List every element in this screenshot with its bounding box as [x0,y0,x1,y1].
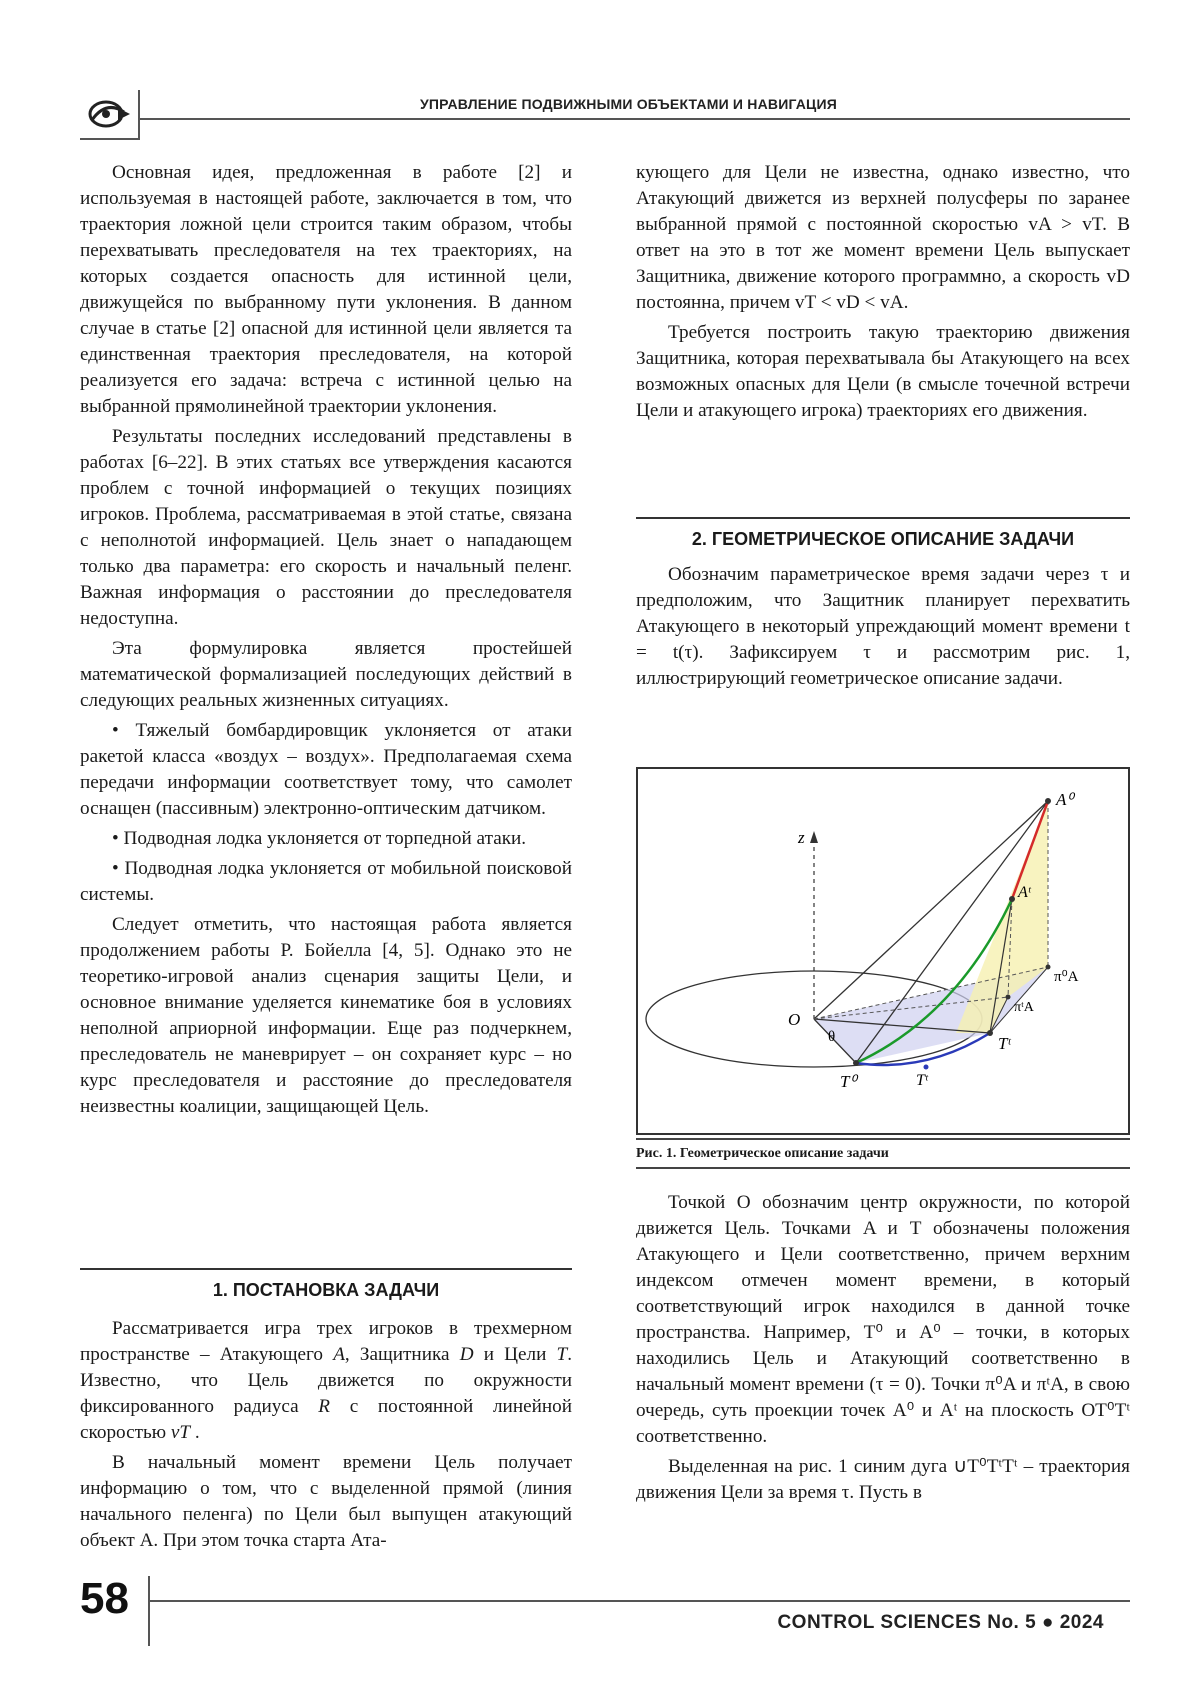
label-piAt: πᵗA [1014,1000,1034,1015]
math-var: R [318,1396,331,1417]
figure-caption: Рис. 1. Геометрическое описание задачи [636,1138,1130,1169]
label-T0: T⁰ [840,1072,857,1091]
paragraph [80,1316,572,1446]
paragraph: Точкой O обозначим центр окружности, по которой движется Цель. Точками A и T обозначены положения Атакующего и Цели соответственно, причем верхним индексом отмечен момент времени, в который соответствующий игрок находился в данной точке пространства. Например, T⁰ и A⁰ – точки, в которых находились Цель и Атакующий соответственно в начальный момент времени (τ = 0). Точки π⁰A и πᵗA, в свою очередь, суть проекции точек A⁰ и Aᵗ на плоскость OT⁰Tᵗ соответственно. [636,1192,1130,1447]
header-rule [138,118,1130,120]
bullet-text: • Подводная лодка уклоняется от торпедной атаки. [112,828,526,849]
bullet-item [80,856,572,908]
right-column [636,160,1130,424]
paragraph: Следует отметить, что настоящая работа является продолжением работы Р. Бойелла [4, 5]. Однако это не теоретико-игровой анализ сценария защиты Цели, и основное внимание уделяется кинематике боя в условиях неполной априорной информации. Еще раз подчеркнем, преследователь не маневрирует – он сохраняет курс – но курс преследователя и расстояние до преследователя неизвестны коалиции, защищающей Цель. [80,914,572,1117]
math-var: T [556,1344,568,1365]
point-Ttau [987,1030,993,1036]
label-theta: θ [828,1029,836,1045]
paragraph: Выделенная на рис. 1 синим дуга ∪T⁰TᵗTᵗ – траектория движения Цели за время τ. Пусть в [636,1456,1130,1503]
paragraph: кующего для Цели не известна, однако известно, что Атакующий движется из верхней полусферы по заранее выбранной прямой с постоянной скоростью vA > vT. В ответ на это в тот же момент времени Цель выпускает Защитника, движение которого программно, а скорость vD постоянна, причем vT < vD < vA. [636,162,1130,313]
text-run: и Цели [473,1344,557,1365]
paragraph: Результаты последних исследований представлены в работах [6–22]. В этих статьях все утверждения касаются проблем с точной информацией о текущих позициях игроков. Проблема, рассматриваемая в этой статье, связана с неполнотой информацией. Цель знает о нападающем только два параметра: его скорость и начальный пеленг. Важная информация о расстоянии до преследователя недоступна. [80,426,572,629]
section-heading: 1. ПОСТАНОВКА ЗАДАЧИ [80,1268,572,1301]
text-run: , Защитника [344,1344,460,1365]
point-Tt [924,1065,929,1070]
page-number: 58 [80,1574,129,1623]
point-piAt [1006,995,1011,1000]
running-title: УПРАВЛЕНИЕ ПОДВИЖНЫМИ ОБЪЕКТАМИ И НАВИГАЦИЯ [420,96,837,112]
label-Ttau: Tᵗ [998,1034,1011,1053]
right-column-section2 [636,562,1130,692]
journal-name: CONTROL SCIENCES No. 5 ● 2024 [777,1612,1104,1633]
paragraph: Основная идея, предложенная в работе [2] и используемая в настоящей работе, заключается в том, что траектория ложной цели строится таким образом, чтобы перехватывать преследователя на тех траекториях, на которых создается опасность для истинной цели, движущейся по выбранному пути уклонения. В данном случае в статье [2] опасной для истинной цели является та единственная траектория преследователя, на которой реализуется его задача: встреча с истинной целью на выбранной прямолинейной траектории уклонения. [80,162,572,417]
left-column [80,160,572,1120]
math-var: vT [170,1422,191,1443]
footer-rule [148,1600,1130,1602]
label-At: Aᵗ [1018,884,1031,901]
math-var: A [333,1344,345,1365]
paragraph: Эта формулировка является простейшей математической формализацией последующих действий в следующих реальных жизненных ситуациях. [80,638,572,711]
journal-logo-icon [84,90,134,138]
bullet-item [80,826,572,852]
label-piA0: π⁰A [1054,969,1079,985]
right-column-after-figure [636,1190,1130,1506]
point-T0 [853,1060,859,1066]
section-heading: 2. ГЕОМЕТРИЧЕСКОЕ ОПИСАНИЕ ЗАДАЧИ [636,517,1130,550]
point-piA0 [1046,965,1051,970]
header-corner-vertical [138,90,140,140]
label-A0: A⁰ [1056,790,1074,809]
figure-1 [636,767,1130,1135]
text-run: . [190,1422,200,1443]
label-z: z [798,828,805,847]
text-run: Рассматривается игра трех игроков в трехмерном пространстве – Атакующего [80,1318,572,1365]
paragraph: В начальный момент времени Цель получает информацию о том, что с выделенной прямой (линия начального пеленга) по Цели был выпущен атакующий объект A. При этом точка старта Ата- [80,1452,572,1551]
text-run: с постоянной линейной скоростью [80,1396,573,1443]
header-corner-horizontal [80,138,140,140]
point-At [1009,896,1015,902]
bullet-text: • Тяжелый бомбардировщик уклоняется от атаки ракетой класса «воздух – воздух». Предполагаемая схема передачи информации соответствует тому, что самолет оснащен (пассивным) электронно-оптическим датчиком. [80,720,572,819]
point-A0 [1045,798,1051,804]
bullet-item [80,718,572,822]
paragraph: Обозначим параметрическое время задачи через τ и предположим, что Защитник планирует перехватить Атакующего в некоторый упреждающий момент времени t = t(τ). Зафиксируем τ и рассмотрим рис. 1, иллюстрирующий геометрическое описание задачи. [636,564,1130,689]
figure-diagram [636,767,1130,1135]
math-var: D [459,1344,474,1365]
footer-vertical-rule [148,1576,150,1646]
label-Tt: Tᵗ [916,1072,928,1089]
left-column-section1 [80,1316,572,1554]
bullet-text: • Подводная лодка уклоняется от мобильной поисковой системы. [80,858,572,905]
label-O: O [788,1010,801,1029]
figure-frame [637,768,1129,1134]
text-run: . Известно, что Цель движется по окружности фиксированного радиуса [80,1344,572,1417]
paragraph: Требуется построить такую траекторию движения Защитника, которая перехватывала бы Атакующего на всех возможных опасных для Цели (в смысле точечной встречи Цели и атакующего игрока) траекториях его движения. [636,322,1130,421]
